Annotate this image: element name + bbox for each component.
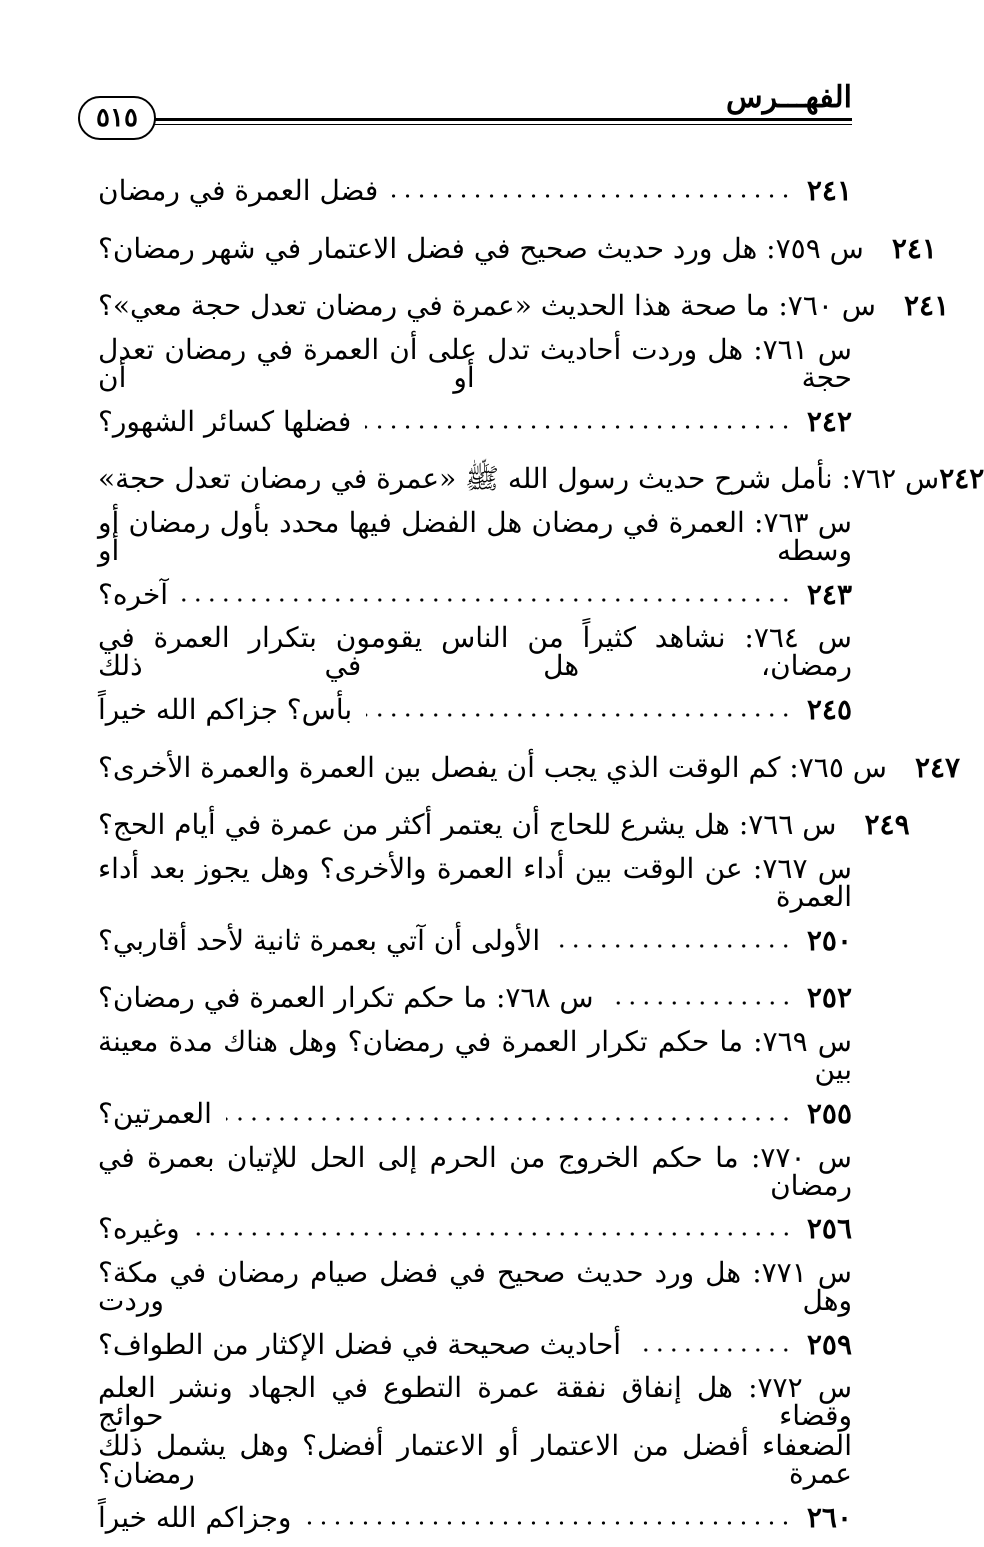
index-entry-line	[98, 162, 852, 220]
dot-leader	[182, 598, 793, 602]
index-entry-text: س ٧٦٨: ما حكم تكرار العمرة في رمضان؟	[98, 981, 594, 1015]
index-entry-line	[98, 1428, 852, 1490]
index-entry-line	[98, 277, 950, 335]
index-entry-line	[98, 393, 852, 451]
index-entry-line	[98, 854, 852, 912]
index-entry-line	[98, 912, 852, 970]
index-entry-line	[98, 1200, 852, 1258]
index-entry-page: ٢٤٥	[806, 693, 852, 727]
index-entry-page: ٢٤٣	[806, 577, 852, 611]
index-entry-line	[98, 797, 910, 855]
index-entry-text: س ٧٦٣: العمرة في رمضان هل الفضل فيها محدد بأول رمضان أو وسطه أو	[98, 505, 852, 567]
index-entry-line	[98, 621, 852, 683]
dot-leader	[305, 1521, 792, 1525]
dot-leader	[366, 713, 793, 717]
index-entry-page: ٢٤٧	[914, 750, 961, 784]
index-entry-line	[98, 1373, 852, 1431]
index-entry-text: س ٧٦٦: هل يشرع للحاج أن يعتمر أكثر من عمرة في أيام الحج؟	[98, 808, 837, 842]
index-entry-text: س ٧٦٠: ما صحة هذا الحديث «عمرة في رمضان تعدل حجة معي»؟	[98, 289, 876, 323]
index-entry-page: ٢٤٩	[864, 808, 910, 842]
index-entry-line	[98, 1140, 852, 1202]
index-entry-text: أحاديث صحيحة في فضل الإكثار من الطواف؟	[98, 1327, 622, 1361]
index-entry-page: ٢٤٢	[806, 404, 852, 438]
index-entry-page: ٢٦٠	[806, 1500, 852, 1534]
dot-leader	[226, 1117, 793, 1121]
index-entry-line	[98, 450, 984, 508]
index-entry-text: بأس؟ جزاكم الله خيراً	[98, 693, 353, 727]
index-entry-line	[98, 1027, 852, 1085]
index-entry-text: فضل العمرة في رمضان	[98, 173, 379, 207]
index-entry-line	[98, 1085, 852, 1143]
index-entry-page: ٢٤١	[904, 289, 950, 323]
dot-leader	[194, 1232, 793, 1236]
header-rule-thin	[150, 124, 852, 125]
dot-leader	[608, 1001, 793, 1005]
index-entry-text: وغيره؟	[98, 1212, 180, 1246]
index-entry-line	[98, 1316, 852, 1374]
index-entry-text: آخره؟	[98, 577, 169, 611]
index-entry-text: س ٧٦٤: نشاهد كثيراً من الناس يقومون بتكرار العمرة في رمضان، هل في ذلك	[98, 621, 852, 683]
header-rule	[150, 118, 852, 121]
index-entry-page: ٢٥٢	[806, 981, 852, 1015]
index-entry-text: س ٧٦١: هل وردت أحاديث تدل على أن العمرة في رمضان تعدل حجة أو أن	[98, 332, 852, 394]
index-entry-text: س ٧٦٧: عن الوقت بين أداء العمرة والأخرى؟ وهل يجوز بعد أداء العمرة	[98, 852, 852, 914]
dot-leader	[365, 425, 793, 429]
index-entries	[98, 162, 984, 1547]
index-entry-page: ٢٤١	[891, 231, 937, 265]
index-entry-page: ٢٥٦	[806, 1212, 852, 1246]
index-entry-page: ٢٥٩	[806, 1327, 852, 1361]
index-entry-line	[98, 505, 852, 567]
dot-leader	[635, 1348, 793, 1352]
index-entry-text: س ٧٧٢: هل إنفاق نفقة عمرة التطوع في الجهاد ونشر العلم وقضاء حوائج	[98, 1371, 852, 1433]
index-entry-line	[98, 332, 852, 394]
index-entry-text: س ٧٧١: هل ورد حديث صحيح في فضل صيام رمضان في مكة؟ وهل وردت	[98, 1255, 852, 1317]
index-entry-page: ٢٥٥	[806, 1096, 852, 1130]
index-entry-line	[98, 739, 961, 797]
index-entry-text: س ٧٧٠: ما حكم الخروج من الحرم إلى الحل للإتيان بعمرة في رمضان	[98, 1140, 852, 1202]
index-entry-line	[98, 1489, 852, 1547]
index-entry-text: وجزاكم الله خيراً	[98, 1500, 292, 1534]
page-header-title: الفهـــرس	[725, 80, 852, 115]
index-entry-line	[98, 566, 852, 624]
index-entry-text: الضعفاء أفضل من الاعتمار أو الاعتمار أفضل؟ وهل يشمل ذلك عمرة رمضان؟	[98, 1428, 852, 1490]
index-entry-text: فضلها كسائر الشهور؟	[98, 404, 352, 438]
index-entry-text: الأولى أن آتي بعمرة ثانية لأحد أقاربي؟	[98, 923, 541, 957]
index-entry-line	[98, 681, 852, 739]
index-entry-line	[98, 1255, 852, 1317]
index-entry-text: العمرتين؟	[98, 1096, 212, 1130]
index-entry-text: س ٧٦٩: ما حكم تكرار العمرة في رمضان؟ وهل هناك مدة معينة بين	[98, 1025, 852, 1087]
index-entry-text: س ٧٥٩: هل ورد حديث صحيح في فضل الاعتمار في شهر رمضان؟	[98, 231, 864, 265]
index-entry-text: س ٧٦٢: نأمل شرح حديث رسول الله ﷺ «عمرة في رمضان تعدل حجة»	[98, 462, 940, 496]
dot-leader	[554, 944, 793, 948]
page-number-badge: ٥١٥	[78, 96, 156, 140]
index-entry-text: س ٧٦٥: كم الوقت الذي يجب أن يفصل بين العمرة والعمرة الأخرى؟	[98, 750, 887, 784]
index-entry-page: ٢٤١	[806, 173, 852, 207]
index-entry-page: ٢٥٠	[806, 923, 852, 957]
index-entry-line	[98, 220, 937, 278]
dot-leader	[392, 194, 793, 198]
index-entry-line	[98, 970, 852, 1028]
index-entry-page: ٢٤٢	[939, 462, 984, 496]
